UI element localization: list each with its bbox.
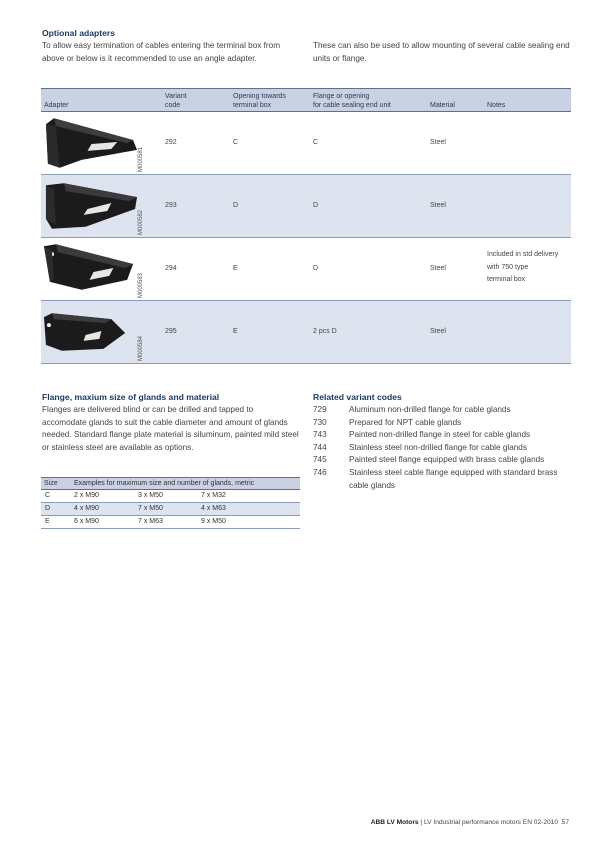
adapter-row	[41, 301, 571, 364]
image-code: M000581	[138, 146, 144, 172]
image-code: M000583	[138, 272, 144, 298]
cell-gland: 6 x M90	[74, 518, 99, 525]
variant-description: Painted steel flange equipped with brass cable glands	[349, 455, 545, 465]
variant-code: 744	[313, 442, 327, 452]
image-code: M000584	[138, 335, 144, 361]
cell-flange: D	[313, 265, 319, 272]
adapter-image	[42, 305, 141, 359]
adapter-row	[41, 175, 571, 238]
header-opening-l2: terminal box	[233, 101, 272, 109]
cell-variant: 292	[165, 139, 177, 146]
variant-description: Stainless steel non-drilled flange for cable glands	[349, 442, 527, 452]
cell-opening: E	[233, 265, 238, 272]
cell-opening: D	[233, 202, 239, 209]
variant-code: 729	[313, 405, 327, 414]
adapter-image	[42, 179, 141, 233]
header-examples: Examples for maximum size and number of glands, metric	[74, 480, 255, 487]
cell-opening: E	[233, 328, 238, 335]
adapter-image	[42, 116, 141, 170]
footer-document: LV Industrial performance motors EN 02-2010	[423, 819, 558, 826]
header-notes: Notes	[487, 102, 506, 109]
cell-opening: C	[233, 139, 239, 146]
notes-line: terminal box	[487, 276, 526, 284]
page-footer	[0, 819, 569, 826]
list-item	[313, 467, 573, 492]
list-item	[313, 429, 573, 442]
glands-row	[41, 503, 300, 516]
cell-material: Steel	[430, 139, 446, 146]
footer-separator: |	[418, 819, 424, 826]
image-code: M000582	[138, 209, 144, 235]
cell-variant: 295	[165, 328, 177, 335]
header-flange-l2: for cable sealing end unit	[313, 101, 391, 109]
header-opening	[233, 93, 286, 110]
adapter-image	[42, 242, 141, 296]
adapter-row	[41, 238, 571, 301]
header-material: Material	[430, 102, 455, 109]
header-adapter: Adapter	[44, 102, 69, 109]
cell-gland: 9 x M50	[201, 518, 226, 525]
cell-size: E	[45, 518, 50, 525]
list-item	[313, 454, 573, 467]
glands-row	[41, 490, 300, 503]
cell-gland: 3 x M50	[138, 492, 163, 499]
adapter-table-header	[41, 88, 571, 112]
glands-table-header	[41, 477, 300, 490]
cell-gland: 2 x M90	[74, 492, 99, 499]
header-opening-l1: Opening towards	[233, 93, 286, 100]
variant-code: 745	[313, 455, 327, 465]
header-flange	[313, 93, 391, 110]
notes-line: with 750 type	[487, 263, 529, 271]
header-flange-l1: Flange or opening	[313, 93, 370, 100]
section-title-flange: Flange, maxium size of glands and material	[42, 392, 220, 402]
header-variant-l1: Variant	[165, 93, 187, 100]
footer-brand: ABB LV Motors	[370, 819, 419, 826]
cell-flange: C	[313, 139, 319, 146]
list-item	[313, 417, 573, 430]
cell-variant: 293	[165, 202, 177, 209]
cell-flange: D	[313, 202, 319, 209]
cell-variant: 294	[165, 265, 177, 272]
list-item	[313, 442, 573, 455]
variant-description: Painted non-drilled flange in steel for cable glands	[349, 430, 531, 440]
intro-left-paragraph: To allow easy termination of cables entering the terminal box from above or below is it recommended to use an angle adapter.	[42, 41, 281, 63]
related-codes-list	[313, 404, 573, 492]
intro-right-paragraph: These can also be used to allow mounting of several cable sealing end units or flange.	[313, 41, 570, 63]
variant-code: 746	[313, 467, 327, 477]
cell-gland: 7 x M50	[138, 505, 163, 512]
header-variant-code	[165, 93, 187, 110]
adapter-table	[41, 88, 571, 364]
cell-gland: 7 x M32	[201, 492, 226, 499]
cell-flange: 2 pcs D	[313, 328, 337, 335]
cell-notes	[487, 249, 558, 287]
list-item	[313, 404, 573, 417]
cell-size: C	[45, 492, 51, 499]
cell-material: Steel	[430, 265, 446, 272]
variant-description: Aluminum non-drilled flange for cable glands	[349, 405, 511, 414]
cell-gland: 7 x M63	[138, 518, 163, 525]
header-size: Size	[44, 480, 58, 487]
header-variant-l2: code	[165, 101, 181, 109]
variant-code: 730	[313, 417, 327, 427]
cell-material: Steel	[430, 328, 446, 335]
section-title-optional-adapters: Optional adapters	[42, 28, 116, 38]
cell-gland: 4 x M90	[74, 505, 99, 512]
section-title-related-codes: Related variant codes	[313, 392, 402, 402]
cell-material: Steel	[430, 202, 446, 209]
adapter-row	[41, 112, 571, 175]
variant-description: Prepared for NPT cable glands	[349, 417, 462, 427]
variant-code: 743	[313, 430, 327, 440]
notes-line: Included in std delivery	[487, 251, 559, 258]
page-number: 57	[561, 819, 569, 826]
cell-size: D	[45, 505, 51, 512]
glands-table	[41, 477, 300, 529]
cell-gland: 4 x M63	[201, 505, 226, 512]
flange-paragraph: Flanges are delivered blind or can be drilled and tapped to accomodate glands to suit the cable diameter and amount of glands needed. Standard flange plate material is siluminum, painted mild steel or stainless steel are available as options.	[42, 405, 299, 453]
variant-description: Stainless steel cable flange equipped with standard brass cable glands	[349, 467, 558, 490]
glands-row	[41, 516, 300, 529]
